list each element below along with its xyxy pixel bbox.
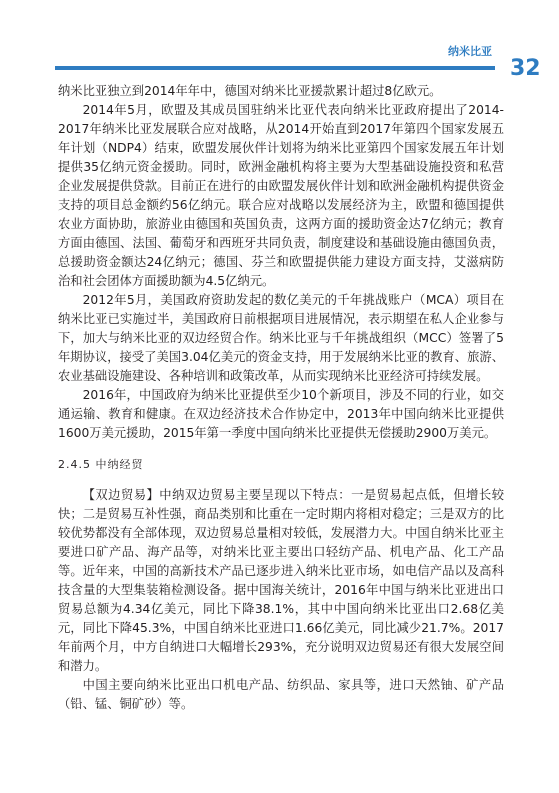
header-rule [55, 66, 495, 70]
paragraph-5: 【双边贸易】中纳双边贸易主要呈现以下特点：一是贸易起点低，但增长较快；二是贸易互补性强，商品类别和比重在一定时期内将相对稳定；三是双方的比较优势都没有全部体现，双边贸易总量相对较低，发展潜力大。中国自纳米比亚主要进口矿产品、海产品等，对纳米比亚主要出口轻纺产品、机电产品、化工产品等。近年来，中国的高新技术产品已逐步进入纳米比亚市场，如电信产品以及高科技含量的大型集装箱检测设备。据中国海关统计，2016年中国与纳米比亚进出口贸易总额为4.34亿美元，同比下降38.1%，其中中国向纳米比亚出口2.68亿美元，同比下降45.3%，中国自纳米比亚进口1.66亿美元，同比减少21.7%。2017年前两个月，中方自纳进口大幅增长293%，充分说明双边贸易还有很大发展空间和潜力。 [58, 488, 504, 673]
page-number: 32 [510, 56, 541, 81]
paragraph-3: 2012年5月，美国政府资助发起的数亿美元的千年挑战账户（MCA）项目在纳米比亚已实施过半，美国政府日前根据项目进展情况，表示期望在私人企业参与下，加大与纳米比亚的双边经贸合作。纳米比亚与千年挑战组织（MCC）签署了5年期协议，接受了美国3.04亿美元的资金支持，用于发展纳米比亚的教育、旅游、农业基础设施建设、各种培训和政策改革，从而实现纳米比亚经济可持续发展。 [58, 293, 504, 383]
paragraph-2: 2014年5月，欧盟及其成员国驻纳米比亚代表向纳米比亚政府提出了2014-2017年纳米比亚发展联合应对战略，从2014开始直到2017年第四个国家发展五年计划（NDP4）结束，欧盟发展伙伴计划将为纳米比亚第四个国家发展五年计划提供35亿纳元资金援助。同时，欧洲金融机构将主要为大型基础设施投资和私营企业发展提供贷款。目前正在进行的由欧盟发展伙伴计划和欧洲金融机构提供资金支持的项目总金额约56亿纳元。联合应对战略以发展经济为主，欧盟和德国提供农业方面协助，旅游业由德国和英国负责，这两方面的援助资金达7亿纳元；教育方面由德国、法国、葡萄牙和西班牙共同负责，制度建设和基础设施由德国负责，总援助资金额达24亿纳元；德国、芬兰和欧盟提供能力建设方面支持，艾滋病防治和社会团体方面援助额为4.5亿纳元。 [58, 103, 504, 288]
paragraph-4: 2016年，中国政府为纳米比亚提供至少10个新项目，涉及不同的行业，如交通运输、教育和健康。在双边经济技术合作协定中，2013年中国向纳米比亚提供1600万美元援助，2015年第一季度中国向纳米比亚提供无偿援助2900万美元。 [58, 388, 504, 440]
section-heading: 2.4.5 中纳经贸 [58, 458, 144, 471]
paragraph-6: 中国主要向纳米比亚出口机电产品、纺织品、家具等，进口天然铀、矿产品（铅、锰、铜矿砂）等。 [58, 678, 504, 711]
paragraph-1: 纳米比亚独立到2014年年中，德国对纳米比亚援款累计超过8亿欧元。 [58, 84, 442, 98]
section-tab: 纳米比亚 [448, 45, 492, 58]
page-body [58, 82, 504, 714]
